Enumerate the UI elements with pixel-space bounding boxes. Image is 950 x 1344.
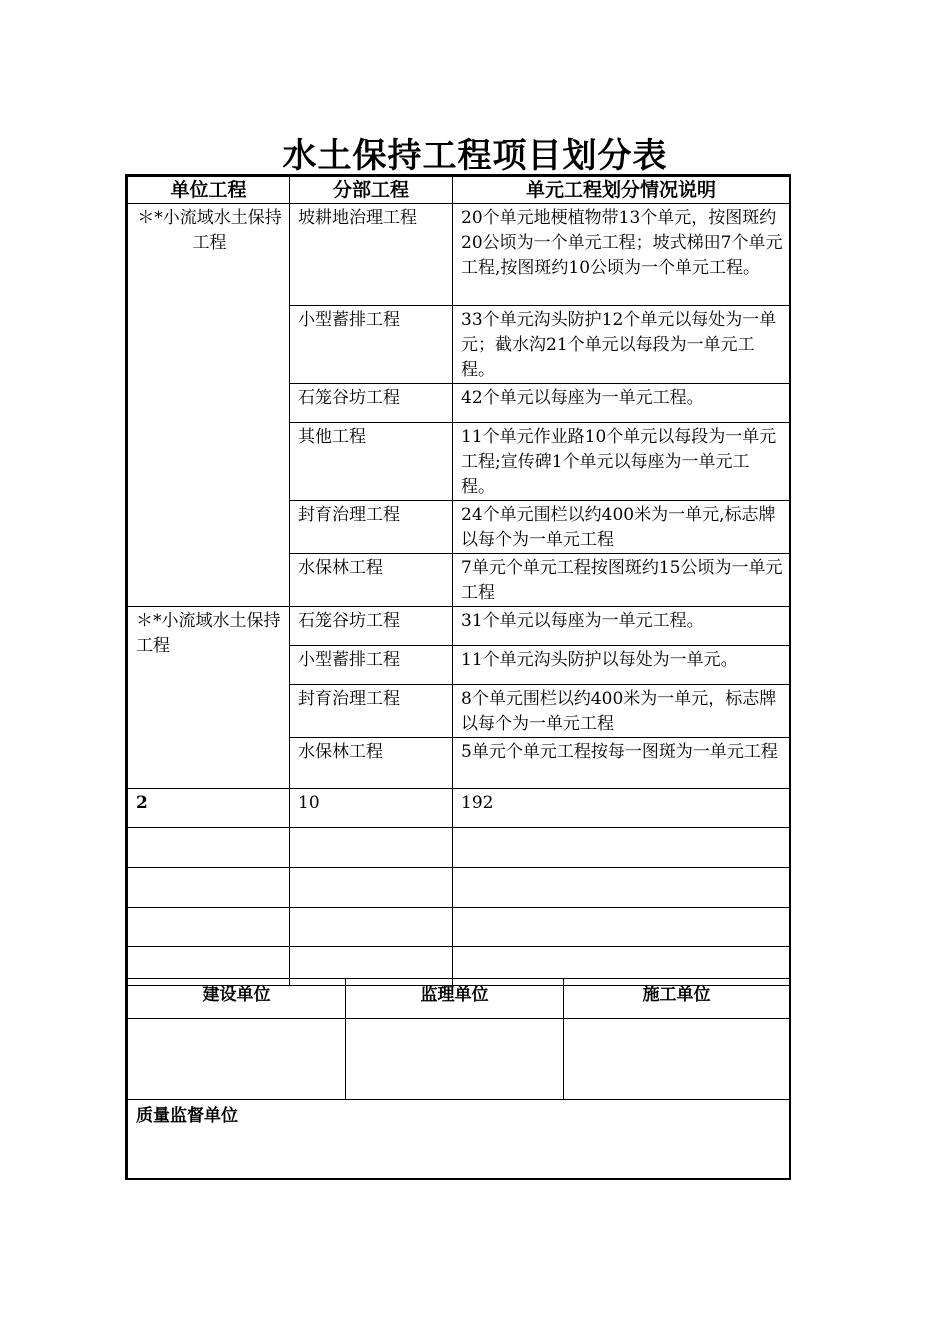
description-cell: 11个单元沟头防护以每处为一单元。 xyxy=(453,646,790,685)
part-cell: 坡耕地治理工程 xyxy=(290,204,453,306)
signature-space-row xyxy=(128,1019,790,1100)
part-cell: 石笼谷坊工程 xyxy=(290,607,453,646)
header-description: 单元工程划分情况说明 xyxy=(453,177,790,204)
description-cell: 5单元个单元工程按每一图斑为一单元工程 xyxy=(453,738,790,789)
part-cell: 其他工程 xyxy=(290,423,453,501)
total-elements: 192 xyxy=(453,789,790,828)
part-cell: 封育治理工程 xyxy=(290,501,453,554)
description-cell: 42个单元以每座为一单元工程。 xyxy=(453,384,790,423)
builder-unit-label: 施工单位 xyxy=(564,979,790,1019)
totals-row xyxy=(128,789,790,828)
empty-cell xyxy=(453,868,790,908)
part-cell: 小型蓄排工程 xyxy=(290,646,453,685)
quality-supervision-label: 质量监督单位 xyxy=(128,1100,790,1179)
empty-cell xyxy=(128,908,290,947)
total-units: 2 xyxy=(128,789,290,828)
signature-table xyxy=(127,978,790,1179)
description-cell: 20个单元地梗植物带13个单元，按图斑约20公顷为一个单元工程；坡式梯田7个单元工程,按图斑约10公顷为一个单元工程。 xyxy=(453,204,790,306)
empty-cell xyxy=(290,828,453,868)
part-cell: 小型蓄排工程 xyxy=(290,306,453,384)
signature-header-row xyxy=(128,979,790,1019)
description-cell: 11个单元作业路10个单元以每段为一单元工程;宣传碑1个单元以每座为一单元工程。 xyxy=(453,423,790,501)
empty-row xyxy=(128,828,790,868)
description-cell: 8个单元围栏以约400米为一单元，标志牌以每个为一单元工程 xyxy=(453,685,790,738)
description-cell: 33个单元沟头防护12个单元以每处为一单元；截水沟21个单元以每段为一单元工程。 xyxy=(453,306,790,384)
empty-cell xyxy=(128,868,290,908)
empty-cell xyxy=(453,828,790,868)
empty-cell xyxy=(290,868,453,908)
page-title: 水土保持工程项目划分表 xyxy=(282,136,668,176)
part-cell: 水保林工程 xyxy=(290,554,453,607)
header-row xyxy=(128,177,790,204)
builder-signature-cell xyxy=(564,1019,790,1100)
description-cell: 7单元个单元工程按图斑约15公顷为一单元工程 xyxy=(453,554,790,607)
quality-row xyxy=(128,1100,790,1179)
division-table xyxy=(127,176,790,986)
supervision-signature-cell xyxy=(346,1019,564,1100)
description-cell: 24个单元围栏以约400米为一单元,标志牌以每个为一单元工程 xyxy=(453,501,790,554)
part-cell: 石笼谷坊工程 xyxy=(290,384,453,423)
description-cell: 31个单元以每座为一单元工程。 xyxy=(453,607,790,646)
unit-project-cell: ＊*小流域水土保持工程 xyxy=(128,607,290,789)
header-part: 分部工程 xyxy=(290,177,453,204)
empty-cell xyxy=(453,908,790,947)
empty-cell xyxy=(128,828,290,868)
construction-unit-label: 建设单位 xyxy=(128,979,346,1019)
supervision-unit-label: 监理单位 xyxy=(346,979,564,1019)
construction-signature-cell xyxy=(128,1019,346,1100)
part-cell: 封育治理工程 xyxy=(290,685,453,738)
header-unit: 单位工程 xyxy=(128,177,290,204)
empty-row xyxy=(128,868,790,908)
table-row xyxy=(128,204,790,306)
table-row xyxy=(128,607,790,646)
empty-cell xyxy=(290,908,453,947)
total-parts: 10 xyxy=(290,789,453,828)
part-cell: 水保林工程 xyxy=(290,738,453,789)
unit-project-cell: ＊*小流域水土保持工程 xyxy=(128,204,290,607)
empty-row xyxy=(128,908,790,947)
